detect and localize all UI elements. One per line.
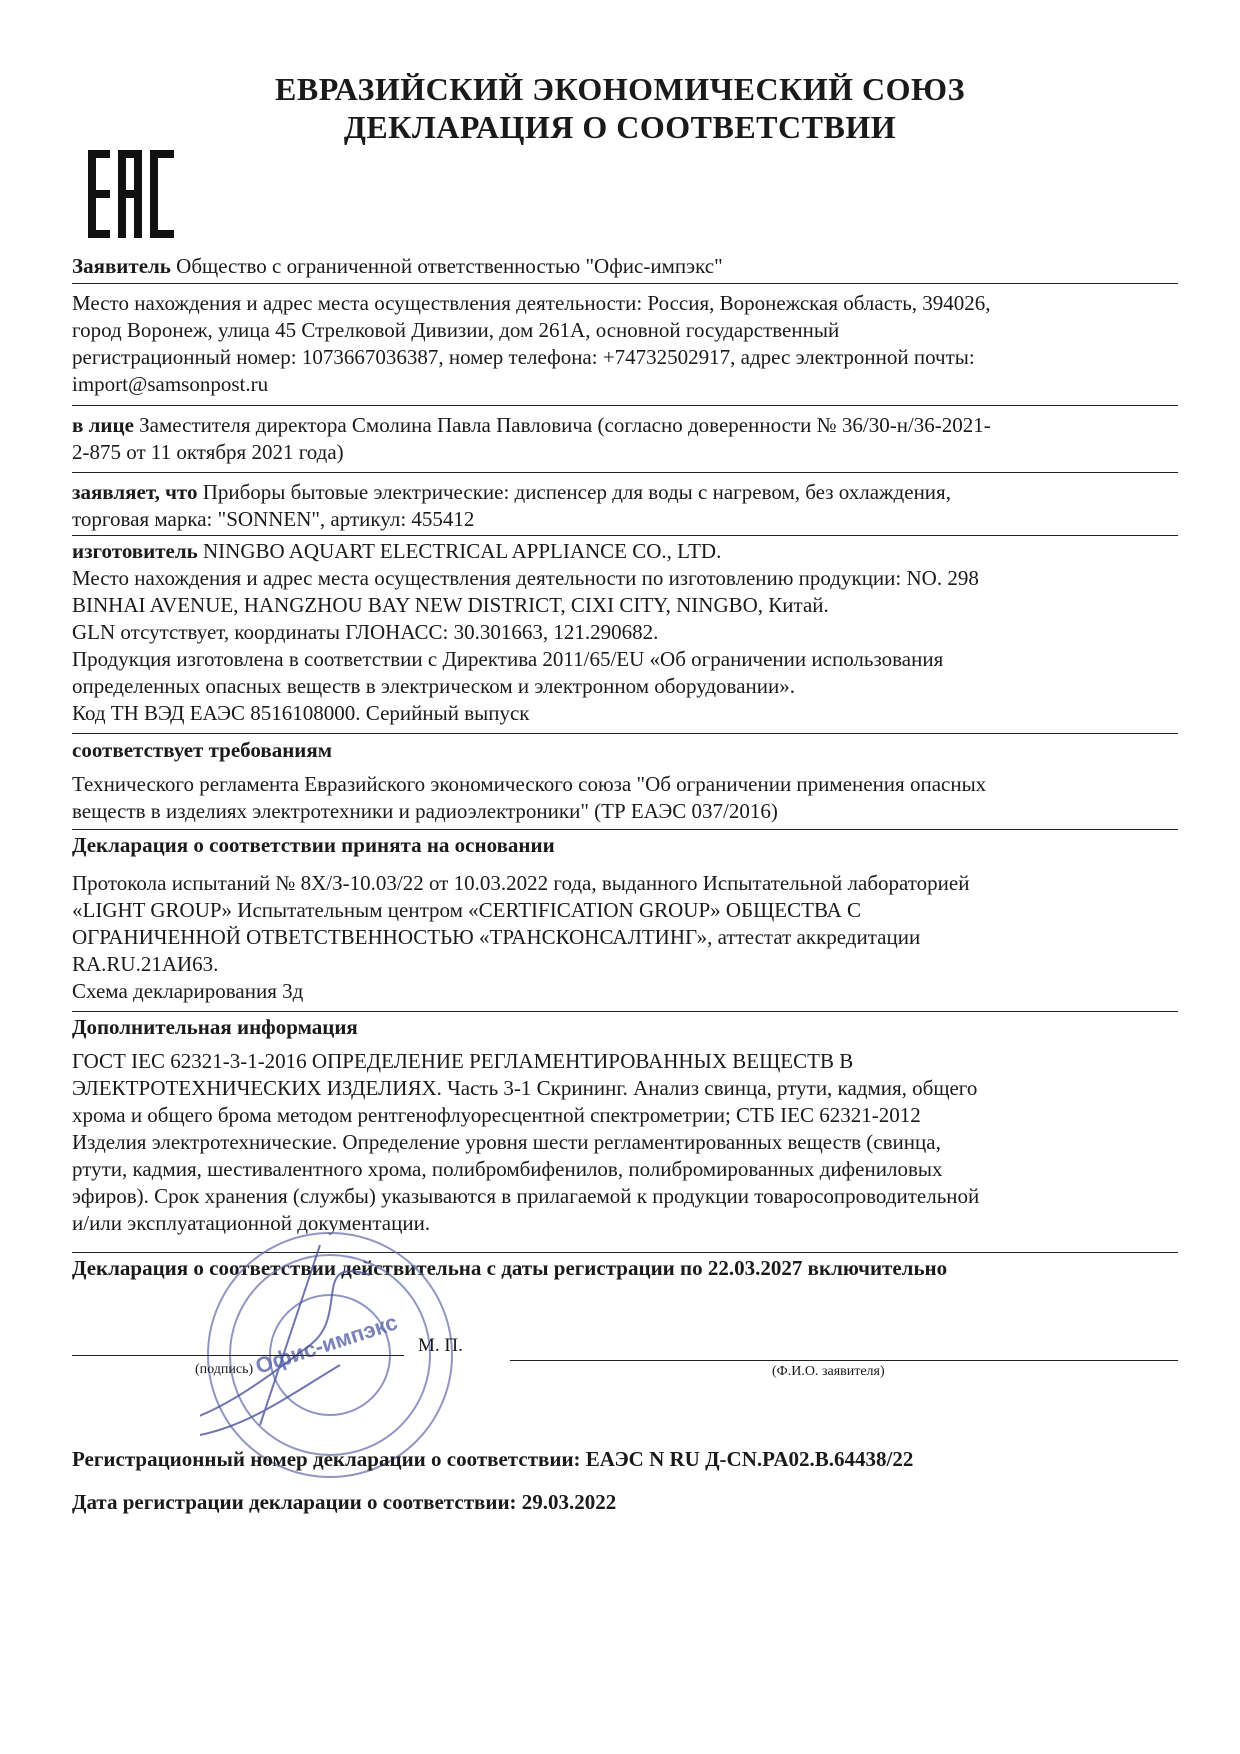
manufacturer-label: изготовитель <box>72 539 198 563</box>
representative-line: Заместителя директора Смолина Павла Павловича (согласно доверенности № 36/30-н/36-2021- <box>139 413 991 437</box>
divider <box>72 535 1178 536</box>
name-line <box>510 1360 1178 1361</box>
representative-line: 2-875 от 11 октября 2021 года) <box>72 440 344 464</box>
seal-place-label: М. П. <box>418 1335 463 1356</box>
divider <box>72 733 1178 734</box>
registration-number: Регистрационный номер декларации о соответствии: ЕАЭС N RU Д-CN.PA02.B.64438/22 <box>72 1447 914 1471</box>
applicant-label: Заявитель <box>72 254 171 278</box>
applicant-name: Общество с ограниченной ответственностью "Офис-импэкс" <box>176 254 723 278</box>
basis <box>72 832 1178 859</box>
additional-line: эфиров). Срок хранения (службы) указываются в прилагаемой к продукции товаросопроводительной <box>72 1184 980 1208</box>
applicant-line <box>72 253 1178 280</box>
basis-line: RA.RU.21АИ63. <box>72 952 219 976</box>
divider <box>72 283 1178 284</box>
product-line: торговая марка: "SONNEN", артикул: 455412 <box>72 507 475 531</box>
address-line: регистрационный номер: 1073667036387, номер телефона: +74732502917, адрес электронной почты: <box>72 345 975 369</box>
requirements-text <box>72 771 1178 825</box>
additional-line: ртути, кадмия, шестивалентного хрома, полибромбифенилов, полибромированных дифениловых <box>72 1157 943 1181</box>
address-line: Место нахождения и адрес места осуществления деятельности: Россия, Воронежская область, 394026, <box>72 291 991 315</box>
manufacturer <box>72 538 1178 727</box>
additional <box>72 1014 1178 1041</box>
basis-line: Протокола испытаний № 8Х/З-10.03/22 от 10.03.2022 года, выданного Испытательной лабораторией <box>72 871 970 895</box>
address-line: город Воронеж, улица 45 Стрелковой Дивизии, дом 261А, основной государственный <box>72 318 840 342</box>
requirements <box>72 737 1178 764</box>
divider <box>72 472 1178 473</box>
divider <box>72 405 1178 406</box>
requirements-line: веществ в изделиях электротехники и радиоэлектроники" (ТР ЕАЭС 037/2016) <box>72 799 778 823</box>
declares-label: заявляет, что <box>72 480 198 504</box>
signature-caption: (подпись) <box>195 1362 254 1377</box>
declares <box>72 479 1178 533</box>
manufacturer-name: NINGBO AQUART ELECTRICAL APPLIANCE CO., LTD. <box>203 539 722 563</box>
additional-label: Дополнительная информация <box>72 1015 358 1039</box>
seal-text: Офис-импэкс <box>252 1309 401 1379</box>
manufacturer-line: GLN отсутствует, координаты ГЛОНАСС: 30.301663, 121.290682. <box>72 620 659 644</box>
additional-line: ГОСТ IEC 62321-3-1-2016 ОПРЕДЕЛЕНИЕ РЕГЛАМЕНТИРОВАННЫХ ВЕЩЕСТВ В <box>72 1049 854 1073</box>
basis-line: «LIGHT GROUP» Испытательным центром «CERTIFICATION GROUP» ОБЩЕСТВА С <box>72 898 862 922</box>
representative <box>72 412 1178 466</box>
manufacturer-line: Код ТН ВЭД ЕАЭС 8516108000. Серийный выпуск <box>72 701 530 725</box>
requirements-line: Технического регламента Евразийского экономического союза "Об ограничении применения опасных <box>72 772 987 796</box>
validity-statement: Декларация о соответствии действительна с даты регистрации по 22.03.2027 включительно <box>72 1256 948 1280</box>
basis-line: Схема декларирования 3д <box>72 979 304 1003</box>
divider <box>72 829 1178 830</box>
manufacturer-line: Место нахождения и адрес места осуществления деятельности по изготовлению продукции: NO. 298 <box>72 566 979 590</box>
basis-text <box>72 870 1178 1005</box>
additional-line: ЭЛЕКТРОТЕХНИЧЕСКИХ ИЗДЕЛИЯХ. Часть 3-1 Скрининг. Анализ свинца, ртути, кадмия, общего <box>72 1076 978 1100</box>
registration-date: Дата регистрации декларации о соответствии: 29.03.2022 <box>72 1490 617 1514</box>
basis-line: ОГРАНИЧЕННОЙ ОТВЕТСТВЕННОСТЬЮ «ТРАНСКОНСАЛТИНГ», аттестат аккредитации <box>72 925 921 949</box>
eac-logo-icon <box>88 150 174 238</box>
additional-line: хрома и общего брома методом рентгенофлуоресцентной спектрометрии; СТБ IEC 62321-2012 <box>72 1103 921 1127</box>
manufacturer-line: BINHAI AVENUE, HANGZHOU BAY NEW DISTRICT, CIXI CITY, NINGBO, Китай. <box>72 593 829 617</box>
document-header <box>0 70 1240 146</box>
additional-line: и/или эксплуатационной документации. <box>72 1211 431 1235</box>
address-line: import@samsonpost.ru <box>72 372 269 396</box>
union-title: ЕВРАЗИЙСКИЙ ЭКОНОМИЧЕСКИЙ СОЮЗ <box>275 71 965 107</box>
document-title: ДЕКЛАРАЦИЯ О СООТВЕТСТВИИ <box>343 109 897 145</box>
name-caption: (Ф.И.О. заявителя) <box>772 1364 885 1379</box>
signature-line <box>72 1355 404 1356</box>
representative-label: в лице <box>72 413 134 437</box>
additional-line: Изделия электротехнические. Определение уровня шести регламентированных веществ (свинца, <box>72 1130 941 1154</box>
manufacturer-line: Продукция изготовлена в соответствии с Директива 2011/65/EU «Об ограничении использования <box>72 647 944 671</box>
basis-label: Декларация о соответствии принята на основании <box>72 833 555 857</box>
product-line: Приборы бытовые электрические: диспенсер для воды с нагревом, без охлаждения, <box>202 480 951 504</box>
applicant-address <box>72 290 1178 398</box>
manufacturer-line: определенных опасных веществ в электрическом и электронном оборудовании». <box>72 674 795 698</box>
requirements-label: соответствует требованиям <box>72 738 333 762</box>
divider <box>72 1011 1178 1012</box>
additional-text <box>72 1048 1178 1237</box>
